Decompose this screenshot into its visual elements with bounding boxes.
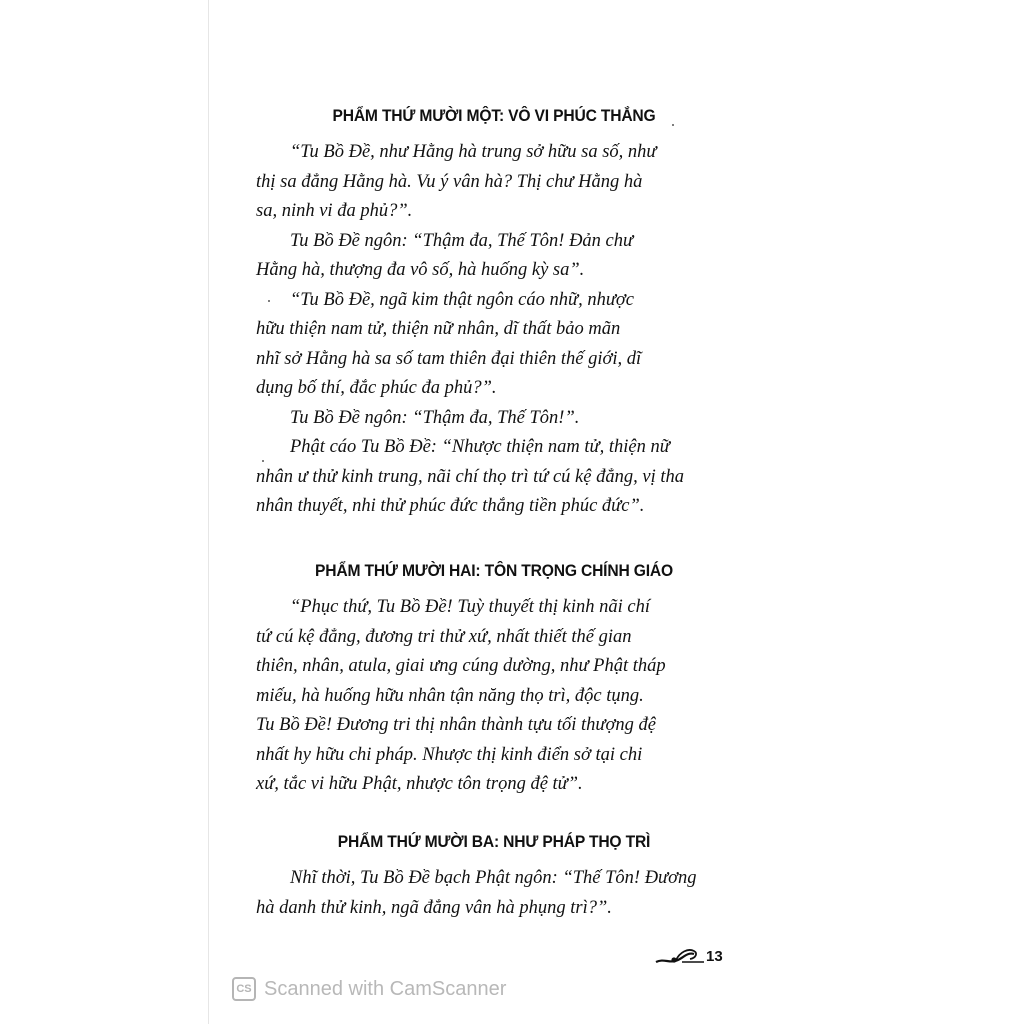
text-line: “Phục thứ, Tu Bồ Đề! Tuỳ thuyết thị kinh nãi chí [290, 597, 651, 617]
text-line: tứ cú kệ đẳng, đương tri thử xứ, nhất thiết thế gian [256, 626, 632, 647]
watermark-text: Scanned with CamScanner [264, 977, 507, 1000]
text-line: hà danh thử kinh, ngã đẳng vân hà phụng trì?”. [256, 897, 612, 918]
section-heading-13: PHẨM THỨ MƯỜI BA: NHƯ PHÁP THỌ TRÌ [337, 832, 651, 851]
scan-speck [262, 460, 264, 462]
text-line: nhân ư thử kinh trung, nãi chí thọ trì tứ cú kệ đẳng, vị tha [256, 466, 684, 487]
camscanner-watermark [232, 976, 506, 1002]
text-line: xứ, tắc vi hữu Phật, nhược tôn trọng đệ tử”. [256, 774, 583, 794]
text-line: thiên, nhân, atula, giai ưng cúng dường, như Phật tháp [256, 656, 666, 676]
ornament-icon [654, 942, 706, 968]
section-body-11 [256, 138, 732, 522]
section-heading-12: PHẨM THỨ MƯỜI HAI: TÔN TRỌNG CHÍNH GIÁO [315, 561, 673, 580]
section-body-12 [256, 593, 732, 800]
page-number: 13 [706, 948, 723, 965]
text-line: sa, ninh vi đa phủ?”. [256, 201, 413, 221]
text-line: Phật cáo Tu Bồ Đề: “Nhược thiện nam tử, thiện nữ [290, 437, 670, 457]
text-line: nhất hy hữu chi pháp. Nhược thị kinh điển sở tại chi [256, 744, 643, 765]
text-line: nhân thuyết, nhi thử phúc đức thắng tiền phúc đức”. [256, 496, 645, 516]
text-line: Hằng hà, thượng đa vô số, hà huống kỳ sa”. [256, 260, 585, 280]
text-line: Tu Bồ Đề ngôn: “Thậm đa, Thế Tôn!”. [290, 407, 580, 428]
text-line: nhĩ sở Hằng hà sa số tam thiên đại thiên thế giới, dĩ [256, 348, 642, 369]
section-heading-11: PHẨM THỨ MƯỜI MỘT: VÔ VI PHÚC THẮNG [332, 106, 656, 125]
text-line: “Tu Bồ Đề, ngã kim thật ngôn cáo nhữ, nhược [290, 289, 635, 310]
text-line: Nhĩ thời, Tu Bồ Đề bạch Phật ngôn: “Thế Tôn! Đương [290, 868, 697, 888]
section-body-13 [256, 864, 732, 923]
scan-speck [268, 300, 270, 302]
scan-speck [672, 124, 674, 126]
text-line: “Tu Bồ Đề, như Hằng hà trung sở hữu sa số, như [290, 142, 657, 162]
page-edge [208, 0, 209, 1024]
text-line: hữu thiện nam tử, thiện nữ nhân, dĩ thất bảo mãn [256, 319, 621, 339]
text-line: miếu, hà huống hữu nhân tận năng thọ trì, độc tụng. [256, 685, 644, 706]
camscanner-logo-icon: CS [232, 977, 256, 1001]
text-line: thị sa đẳng Hằng hà. Vu ý vân hà? Thị chư Hằng hà [256, 171, 643, 192]
text-line: Tu Bồ Đề! Đương tri thị nhân thành tựu tối thượng đệ [256, 715, 656, 735]
text-line: dụng bố thí, đắc phúc đa phủ?”. [256, 378, 497, 398]
text-line: Tu Bồ Đề ngôn: “Thậm đa, Thế Tôn! Đản chư [290, 230, 634, 251]
